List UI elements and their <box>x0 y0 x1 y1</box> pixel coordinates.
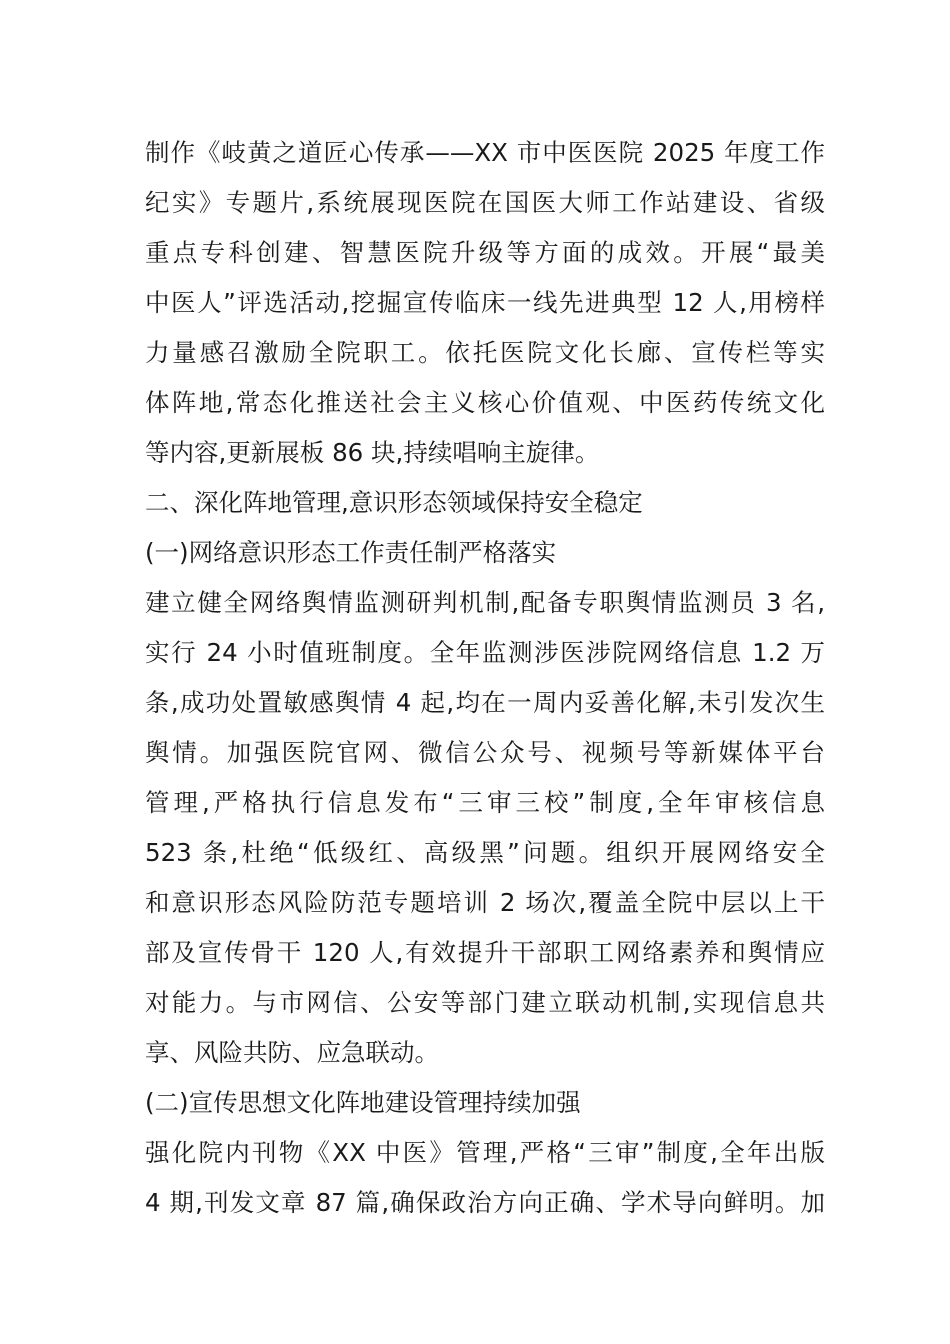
paragraph-line: 重点专科创建、智慧医院升级等方面的成效。开展“最美 <box>145 238 825 267</box>
paragraph-line: 523 条,杜绝“低级红、高级黑”问题。组织开展网络安全 <box>145 838 825 867</box>
paragraph-last-line: 等内容,更新展板 86 块,持续唱响主旋律。 <box>145 438 600 467</box>
subsection-heading: (一)网络意识形态工作责任制严格落实 <box>145 538 557 567</box>
paragraph-line: 管理,严格执行信息发布“三审三校”制度,全年审核信息 <box>145 788 825 817</box>
paragraph-line: 舆情。加强医院官网、微信公众号、视频号等新媒体平台 <box>145 738 825 767</box>
document-body <box>145 128 825 1228</box>
subsection-heading: (二)宣传思想文化阵地建设管理持续加强 <box>145 1088 581 1117</box>
paragraph-line: 条,成功处置敏感舆情 4 起,均在一周内妥善化解,未引发次生 <box>145 688 825 717</box>
paragraph-line: 和意识形态风险防范专题培训 2 场次,覆盖全院中层以上干 <box>145 888 825 917</box>
paragraph-line: 强化院内刊物《XX 中医》管理,严格“三审”制度,全年出版 <box>145 1138 825 1167</box>
paragraph-line: 体阵地,常态化推送社会主义核心价值观、中医药传统文化 <box>145 388 825 417</box>
paragraph-line: 建立健全网络舆情监测研判机制,配备专职舆情监测员 3 名, <box>145 588 825 617</box>
paragraph-line: 纪实》专题片,系统展现医院在国医大师工作站建设、省级 <box>145 188 825 217</box>
paragraph-line: 实行 24 小时值班制度。全年监测涉医涉院网络信息 1.2 万 <box>145 638 825 667</box>
paragraph-line: 力量感召激励全院职工。依托医院文化长廊、宣传栏等实 <box>145 338 825 367</box>
paragraph-line: 中医人”评选活动,挖掘宣传临床一线先进典型 12 人,用榜样 <box>145 288 825 317</box>
section-heading: 二、深化阵地管理,意识形态领域保持安全稳定 <box>145 488 643 517</box>
paragraph-line: 制作《岐黄之道匠心传承——XX 市中医医院 2025 年度工作 <box>145 138 825 167</box>
paragraph-line: 对能力。与市网信、公安等部门建立联动机制,实现信息共 <box>145 988 825 1017</box>
paragraph-last-line: 享、风险共防、应急联动。 <box>145 1038 439 1067</box>
paragraph-line: 4 期,刊发文章 87 篇,确保政治方向正确、学术导向鲜明。加 <box>145 1188 825 1217</box>
paragraph-line: 部及宣传骨干 120 人,有效提升干部职工网络素养和舆情应 <box>145 938 825 967</box>
